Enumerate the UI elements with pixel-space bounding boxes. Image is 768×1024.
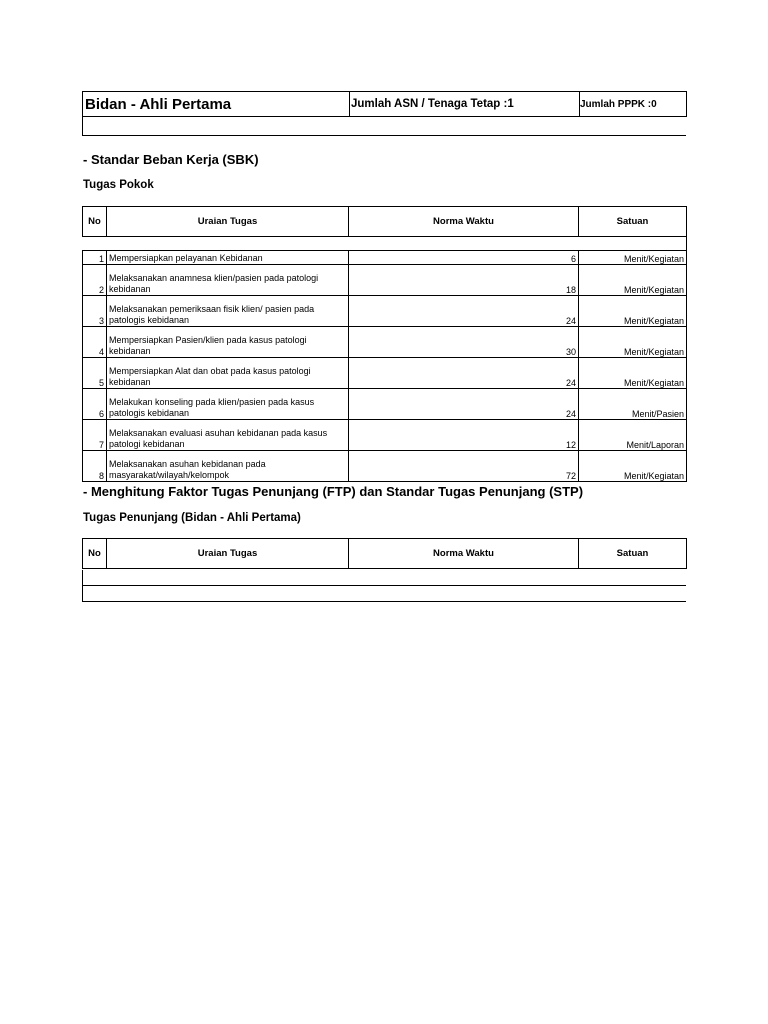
row-norma: 24	[349, 358, 579, 389]
row-satuan: Menit/Kegiatan	[579, 296, 687, 327]
table-row	[83, 420, 687, 451]
row-uraian: Melaksanakan pemeriksaan fisik klien/ pasien pada patologis kebidanan	[107, 296, 349, 327]
header-row	[82, 91, 687, 117]
sbk-title: - Standar Beban Kerja (SBK)	[83, 152, 259, 167]
col-norma: Norma Waktu	[349, 539, 579, 569]
row-satuan: Menit/Kegiatan	[579, 265, 687, 296]
ftp-table-header	[83, 539, 687, 569]
row-norma: 24	[349, 296, 579, 327]
row-satuan: Menit/Kegiatan	[579, 358, 687, 389]
row-no: 2	[83, 265, 107, 296]
row-no: 3	[83, 296, 107, 327]
table-row	[83, 265, 687, 296]
table-row	[83, 451, 687, 482]
col-no: No	[83, 539, 107, 569]
row-norma: 30	[349, 327, 579, 358]
row-no: 4	[83, 327, 107, 358]
empty-row	[82, 570, 686, 586]
col-satuan: Satuan	[579, 207, 687, 237]
empty-row	[82, 586, 686, 602]
row-uraian: Mempersiapkan Alat dan obat pada kasus patologi kebidanan	[107, 358, 349, 389]
ftp-title: - Menghitung Faktor Tugas Penunjang (FTP) dan Standar Tugas Penunjang (STP)	[83, 484, 584, 499]
blank-row	[82, 117, 686, 136]
col-uraian: Uraian Tugas	[107, 207, 349, 237]
row-norma: 12	[349, 420, 579, 451]
col-satuan: Satuan	[579, 539, 687, 569]
row-no: 7	[83, 420, 107, 451]
col-norma: Norma Waktu	[349, 207, 579, 237]
jumlah-pppk: Jumlah PPPK :0	[580, 98, 657, 110]
jumlah-asn: Jumlah ASN / Tenaga Tetap :1	[349, 92, 580, 116]
row-satuan: Menit/Kegiatan	[579, 251, 687, 265]
row-uraian: Melaksanakan asuhan kebidanan pada masyarakat/wilayah/kelompok	[107, 451, 349, 482]
table-row	[83, 251, 687, 265]
table-row	[83, 296, 687, 327]
row-satuan: Menit/Kegiatan	[579, 451, 687, 482]
row-norma: 72	[349, 451, 579, 482]
row-no: 1	[83, 251, 107, 265]
table-row	[83, 358, 687, 389]
ftp-subtitle: Tugas Penunjang (Bidan - Ahli Pertama)	[83, 512, 301, 524]
row-uraian: Melaksanakan evaluasi asuhan kebidanan pada kasus patologi kebidanan	[107, 420, 349, 451]
row-norma: 24	[349, 389, 579, 420]
row-satuan: Menit/Kegiatan	[579, 327, 687, 358]
table-row	[83, 327, 687, 358]
row-no: 8	[83, 451, 107, 482]
row-no: 5	[83, 358, 107, 389]
sbk-table	[82, 206, 687, 482]
col-uraian: Uraian Tugas	[107, 539, 349, 569]
row-uraian: Mempersiapkan Pasien/klien pada kasus patologi kebidanan	[107, 327, 349, 358]
row-uraian: Melaksanakan anamnesa klien/pasien pada patologi kebidanan	[107, 265, 349, 296]
row-no: 6	[83, 389, 107, 420]
col-no: No	[83, 207, 107, 237]
row-norma: 6	[349, 251, 579, 265]
row-uraian: Melakukan konseling pada klien/pasien pada kasus patologis kebidanan	[107, 389, 349, 420]
sbk-table-header	[83, 207, 687, 237]
jabatan-title: Bidan - Ahli Pertama	[83, 92, 350, 116]
row-uraian: Mempersiapkan pelayanan Kebidanan	[107, 251, 349, 265]
row-norma: 18	[349, 265, 579, 296]
table-row	[83, 389, 687, 420]
sbk-subtitle: Tugas Pokok	[83, 179, 154, 191]
row-satuan: Menit/Pasien	[579, 389, 687, 420]
row-satuan: Menit/Laporan	[579, 420, 687, 451]
ftp-table	[82, 538, 687, 569]
